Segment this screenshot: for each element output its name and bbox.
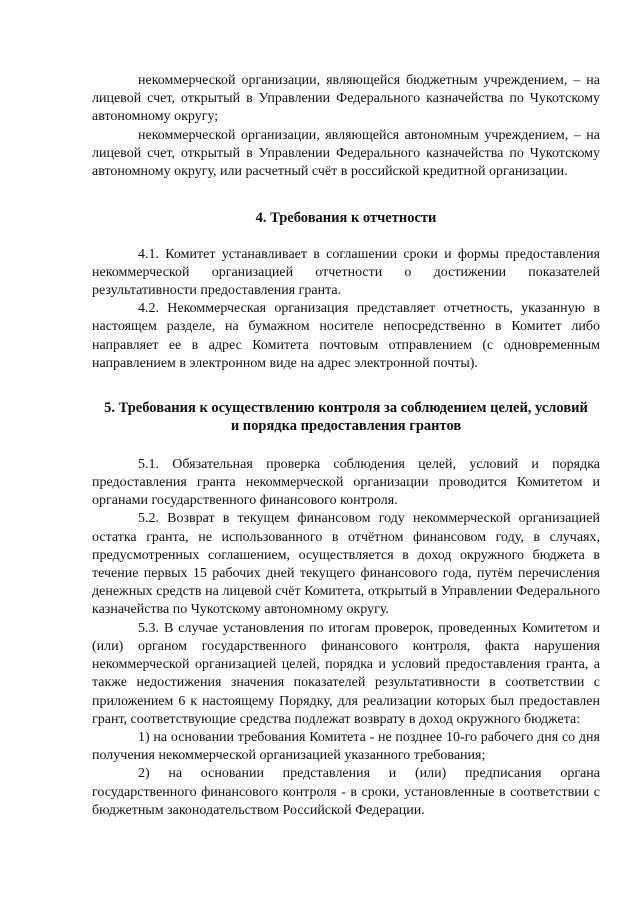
intro-paragraph-budget: некоммерческой организации, являющейся бюджетным учреждением, – на лицевой счет, открытый в Управлении Федерального казначейства по Чукотскому автономному округу; [92, 73, 600, 125]
intro-paragraph-autonomous: некоммерческой организации, являющейся автономным учреждением, – на лицевой счет, открытый в Управлении Федерального казначейства по Чукотскому автономному округу, или расчетный счёт в российской кредитной организации. [92, 127, 600, 180]
paragraph-5-2: 5.2. Возврат в текущем финансовом году некоммерческой организацией остатка гранта, не использованного в отчётном финансовом году, в случаях, предусмотренных соглашением, осуществляется в доход окружного бюджета в течение первых 15 рабочих дней текущего финансового года, путём перечисления денежных средств на лицевой счёт Комитета, открытый в Управлении Федерального казначейства по Чукотскому автономному округу. [92, 511, 600, 618]
section-5-title-line-2: и порядка предоставления грантов [230, 418, 462, 435]
section-5-title-line-1: 5. Требования к осуществлению контроля за соблюдением целей, условий [104, 400, 588, 417]
paragraph-5-3-item-2: 2) на основании представления и (или) предписания органа государственного финансового контроля - в сроки, установленные в соответствии с бюджетным законодательством Российской Федерации. [92, 766, 600, 818]
section-4-title: 4. Требования к отчетности [255, 210, 437, 227]
paragraph-5-3: 5.3. В случае установления по итогам проверок, проведенных Комитетом и (или) органом государственного финансового контроля, факта нарушения некоммерческой организацией целей, порядка и условий предоставления гранта, а также недостижения значения показателей результативности в соответствии с приложением 6 к настоящему Порядку, для реализации которых был предоставлен грант, соответствующие средства подлежат возврату в доход окружного бюджета: [92, 620, 600, 727]
paragraph-5-1: 5.1. Обязательная проверка соблюдения целей, условий и порядка предоставления гранта некоммерческой организации проводится Комитетом и органами государственного финансового контроля. [92, 456, 600, 509]
paragraph-4-1: 4.1. Комитет устанавливает в соглашении сроки и формы предоставления некоммерческой организацией отчетности о достижении показателей результативности предоставления гранта. [92, 246, 600, 299]
paragraph-4-2: 4.2. Некоммерческая организация представляет отчетность, указанную в настоящем разделе, на бумажном носителе непосредственно в Комитет либо направляет ее в адрес Комитета почтовым отправлением (с одновременным направлением в электронном виде на адрес электронной почты). [92, 301, 600, 371]
section-5-title [92, 399, 600, 436]
paragraph-5-3-item-1: 1) на основании требования Комитета - не позднее 10-го рабочего дня со дня получения некоммерческой организацией указанного требования; [92, 729, 600, 764]
